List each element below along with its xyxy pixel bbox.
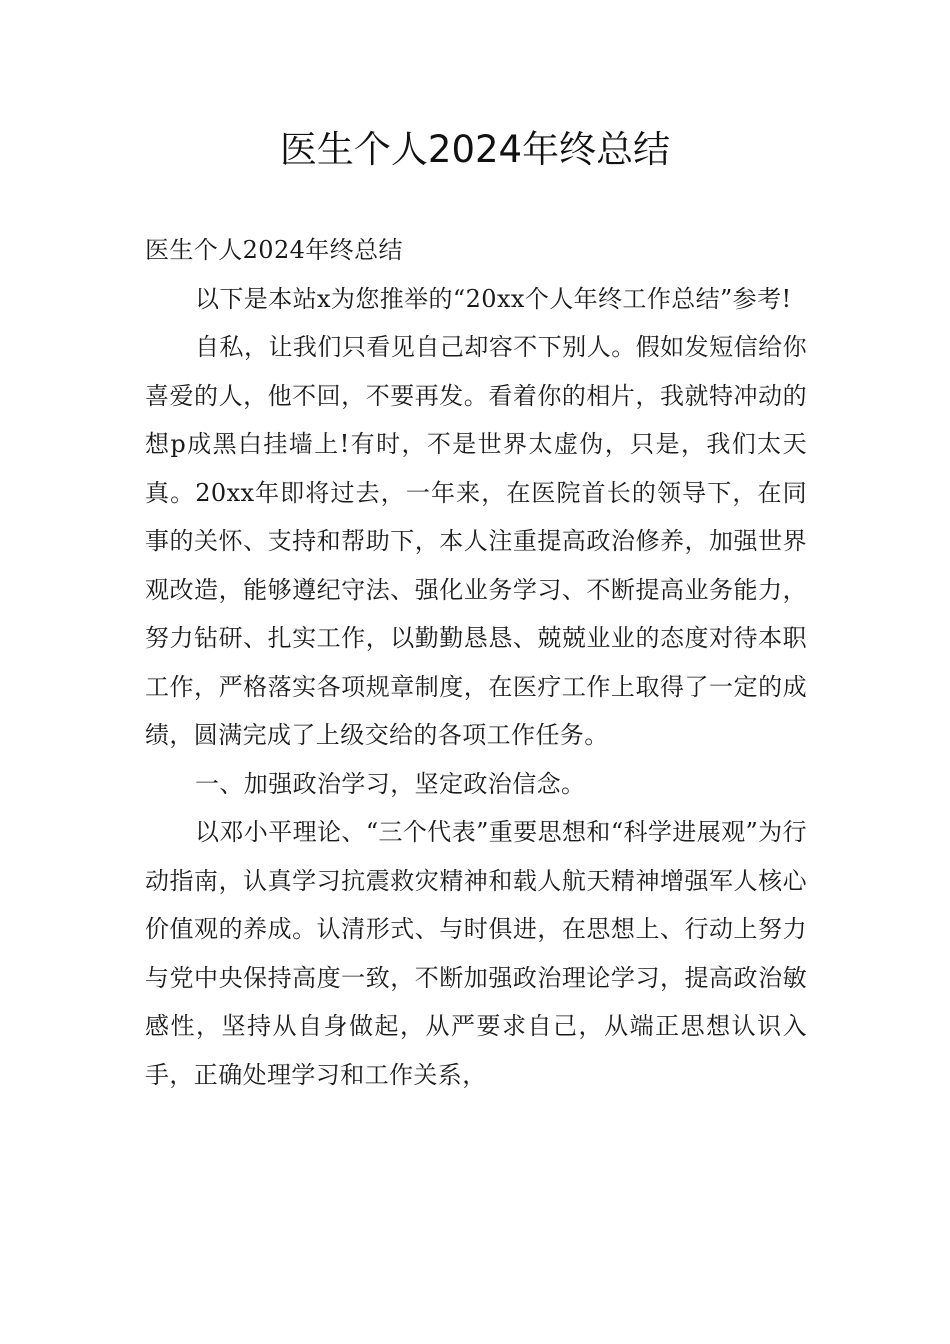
paragraph-intro: 以下是本站x为您推举的“20xx个人年终工作总结”参考! xyxy=(195,284,792,313)
paragraph-section-1: 以邓小平理论、“三个代表”重要思想和“科学进展观”为行动指南，认真学习抗震救灾精神和载人航天精神增强军人核心价值观的养成。认清形式、与时俱进，在思想上、行动上努力与党中央保持高度一致，不断加强政治理论学习，提高政治敏感性，坚持从自身做起，从严要求自己，从端正思想认识入手，正确处理学习和工作关系， xyxy=(145,818,807,1089)
section-heading-1: 一、加强政治学习，坚定政治信念。 xyxy=(195,769,586,798)
document-title: 医生个人2024年终总结 xyxy=(279,128,671,171)
document-body xyxy=(145,226,807,1099)
paragraph-subtitle: 医生个人2024年终总结 xyxy=(145,236,403,264)
paragraph-main: 自私，让我们只看见自己却容不下别人。假如发短信给你喜爱的人，他不回，不要再发。看着你的相片，我就特冲动的想p成黑白挂墙上!有时，不是世界太虚伪，只是，我们太天真。20xx年即将过去，一年来，在医院首长的领导下，在同事的关怀、支持和帮助下，本人注重提高政治修养，加强世界观改造，能够遵纪守法、强化业务学习、不断提高业务能力，努力钻研、扎实工作，以勤勤恳恳、兢兢业业的态度对待本职工作，严格落实各项规章制度，在医疗工作上取得了一定的成绩，圆满完成了上级交给的各项工作任务。 xyxy=(145,333,807,749)
